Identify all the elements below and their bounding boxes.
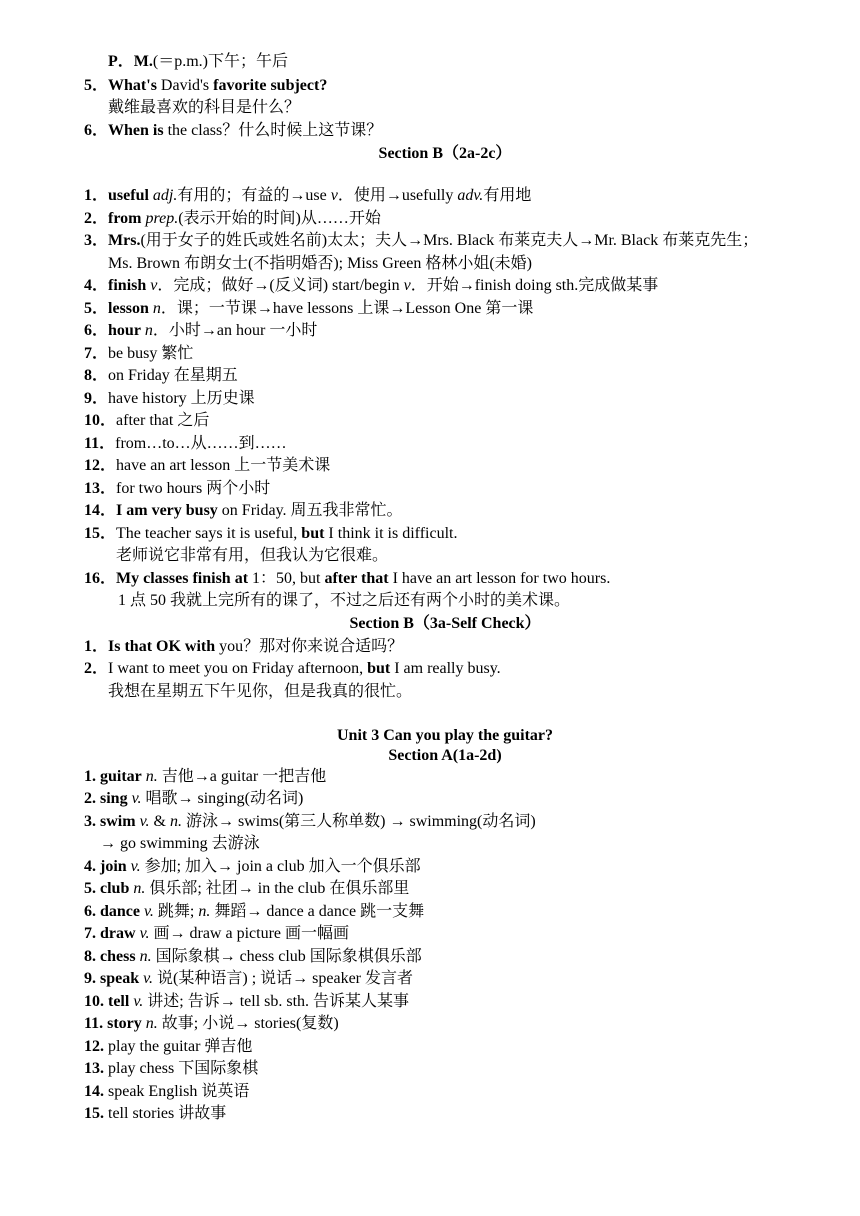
text-segment: hour [108,322,141,339]
text-segment: on Friday 在星期五 [108,367,238,384]
text-segment: the class？什么时候上这节课？ [163,122,383,139]
text-segment: n. [145,768,158,785]
text-segment: v. [139,925,150,942]
item-number: 3. [84,813,96,830]
line-b-16-translation [118,590,570,612]
line-b-12 [84,455,330,477]
text-segment: (＝p.m.)下午；午后 [152,53,288,70]
line-d-4 [84,856,421,878]
item-number: 16． [84,570,117,587]
text-segment: finish [108,277,147,294]
item-number: 5． [84,300,109,317]
line-c-2 [84,658,501,680]
item-number: 6． [84,122,109,139]
line-d-5 [84,878,409,900]
text-segment: 1：50, but [248,570,325,587]
text-segment: v [403,277,411,294]
text-segment: useful [108,187,149,204]
text-segment: 跳舞; [153,903,199,920]
text-segment: v. [131,790,142,807]
text-segment: I want to meet you on Friday afternoon, [108,660,368,677]
item-number: 9. [84,970,96,987]
text-segment: club [100,880,130,897]
item-number: 2． [84,210,109,227]
text-segment: 说(某种语言) ; 说话→ speaker 发言者 [153,970,414,987]
item-number: 7． [84,345,109,362]
line-c-2-translation [108,681,412,703]
text-segment: n. [133,880,146,897]
item-number: 12． [84,457,117,474]
item-number: 8． [84,367,109,384]
text-segment: for two hours 两个小时 [116,480,271,497]
text-segment: n [152,300,161,317]
line-d-13 [84,1058,258,1080]
line-b-10 [84,410,209,432]
text-segment: tell stories 讲故事 [104,1105,227,1122]
text-segment: (表示开始的时间)从……开始 [178,210,381,227]
item-number: 6． [84,322,109,339]
line-b-7 [84,343,193,365]
text-segment: but [301,525,325,542]
text-segment: 故事; 小说→ stories(复数) [157,1015,339,1032]
line-d-2 [84,788,303,810]
text-segment: → go swimming 去游泳 [100,835,260,852]
line-d-11 [84,1013,339,1035]
text-segment: from…to…从……到…… [115,435,287,452]
text-segment: dance [100,903,140,920]
text-segment: swim [100,813,136,830]
item-number: 8. [84,948,96,965]
item-number: 15. [84,1105,104,1122]
line-d-9 [84,968,413,990]
line-b-13 [84,478,270,500]
text-segment: n. [139,948,152,965]
text-segment: have an art lesson 上一节美术课 [116,457,331,474]
text-segment: speak [100,970,140,987]
text-segment: 唱歌→ singing(动名词) [141,790,304,807]
line-b-5 [84,298,533,320]
text-segment: guitar [100,768,142,785]
text-segment: sing [100,790,128,807]
item-number: 4. [84,858,96,875]
text-segment: 1 点 50 我就上完所有的课了，不过之后还有两个小时的美术课。 [118,592,571,609]
text-segment: ．小时→an hour 一小时 [152,322,318,339]
text-segment: play chess 下国际象棋 [104,1060,259,1077]
text-segment: on Friday. 周五我非常忙。 [217,502,403,519]
item-number: 7. [84,925,96,942]
item-number: 4． [84,277,109,294]
item-number: 9． [84,390,109,407]
line-b-3-cont [108,253,532,275]
text-segment: Ms. Brown 布朗女士(不指明婚否); Miss Green 格林小姐(未婚) [108,255,532,272]
line-d-1 [84,766,326,788]
text-segment: 戴维最喜欢的科目是什么？ [108,99,301,116]
line-b-15 [84,523,457,545]
text-segment: from [108,210,142,227]
line-u2a-5 [84,75,327,97]
text-segment: Section B（2a-2c） [378,145,512,162]
line-d-8 [84,946,422,968]
text-segment: v. [143,970,154,987]
text-segment: after that 之后 [116,412,210,429]
item-number: 14. [84,1083,104,1100]
line-d-12 [84,1036,252,1058]
item-number: 11． [84,435,116,452]
text-segment: Section B（3a-Self Check） [349,615,541,632]
text-segment: When is [108,122,164,139]
line-b-14 [84,500,403,522]
text-segment: I am very busy [116,502,218,519]
text-segment: lesson [108,300,149,317]
text-segment: 老师说它非常有用，但我认为它很难。 [116,547,389,564]
item-number: 10. [84,993,104,1010]
item-number: 1． [84,638,109,655]
text-segment: I think it is difficult. [324,525,458,542]
text-segment: play the guitar 弹吉他 [104,1038,253,1055]
text-segment: adj. [152,187,178,204]
text-segment: Unit 3 Can you play the guitar? [336,727,554,744]
line-d-6 [84,901,424,923]
text-segment: 有用地 [483,187,532,204]
text-segment: prep. [145,210,179,227]
line-b-1 [84,185,531,207]
line-pm [108,51,288,73]
line-d-14 [84,1081,249,1103]
line-d-10 [84,991,409,1013]
text-segment: Is that OK with [108,638,216,655]
item-number: 2． [84,660,109,677]
line-b-16 [84,568,610,590]
item-number: 15． [84,525,117,542]
text-segment: Section A(1a-2d) [388,747,502,764]
text-segment: ．使用→usefully [337,187,458,204]
text-segment: n. [198,903,211,920]
text-segment: v. [139,813,150,830]
line-b-6 [84,320,317,342]
section-heading-a-1a-2d [0,745,860,767]
line-b-15-translation [116,545,388,567]
text-segment: n. [169,813,182,830]
text-segment: adv. [457,187,484,204]
item-number: 12. [84,1038,104,1055]
text-segment: v. [144,903,154,920]
text-segment: be busy 繁忙 [108,345,194,362]
line-c-1 [84,636,403,658]
text-segment: What's [108,77,157,94]
line-u2a-6 [84,120,382,142]
text-segment: 有用的；有益的→use [177,187,331,204]
text-segment: but [367,660,391,677]
text-segment: 画→ draw a picture 画一幅画 [149,925,349,942]
text-segment: after that [324,570,389,587]
text-segment: (用于女子的姓氏或姓名前)太太；夫人→Mrs. Black 布莱克夫人→Mr. Black 布莱克先生； [140,232,759,249]
line-b-8 [84,365,238,387]
text-segment: The teacher says it is useful, [116,525,302,542]
line-b-2 [84,208,381,230]
text-segment: draw [100,925,136,942]
line-d-15 [84,1103,226,1125]
text-segment: 参加; 加入→ join a club 加入一个俱乐部 [140,858,421,875]
line-d-7 [84,923,349,945]
item-number: 13. [84,1060,104,1077]
text-segment: v. [133,993,144,1010]
text-segment: I have an art lesson for two hours. [388,570,611,587]
text-segment: 俱乐部; 社团→ in the club 在俱乐部里 [145,880,410,897]
line-b-9 [84,388,255,410]
text-segment: ．课；一节课→have lessons 上课→Lesson One 第一课 [160,300,534,317]
text-segment: ．完成；做好→(反义词) start/begin [157,277,404,294]
section-heading-b-3a-self-check [0,613,860,635]
text-segment: 我想在星期五下午见你，但是我真的很忙。 [108,683,413,700]
line-d-3-cont [100,833,260,855]
text-segment: P．M. [108,53,153,70]
text-segment: join [100,858,127,875]
text-segment: n. [145,1015,158,1032]
line-d-3 [84,811,536,833]
text-segment: tell [108,993,130,1010]
text-segment: n [144,322,153,339]
item-number: 1. [84,768,96,785]
line-b-11 [84,433,287,455]
text-segment: 讲述; 告诉→ tell sb. sth. 告诉某人某事 [143,993,410,1010]
text-segment: My classes finish at [116,570,249,587]
item-number: 6. [84,903,96,920]
text-segment: 国际象棋→ chess club 国际象棋俱乐部 [151,948,422,965]
text-segment: 吉他→a guitar 一把吉他 [157,768,327,785]
item-number: 13． [84,480,117,497]
text-segment: ．开始→finish doing sth.完成做某事 [410,277,659,294]
line-u2a-5-translation [108,97,300,119]
text-segment: v [150,277,158,294]
line-b-4 [84,275,658,297]
text-segment: David's [156,77,214,94]
text-segment: & [149,813,170,830]
unit-heading [0,725,860,747]
text-segment: I am really busy. [390,660,501,677]
item-number: 5. [84,880,96,897]
item-number: 5． [84,77,109,94]
text-segment: Mrs. [108,232,141,249]
text-segment: story [107,1015,142,1032]
text-segment: 游泳→ swims(第三人称单数) → swimming(动名词) [181,813,536,830]
text-segment: have history 上历史课 [108,390,255,407]
item-number: 2. [84,790,96,807]
text-segment: speak English 说英语 [104,1083,250,1100]
item-number: 14． [84,502,117,519]
text-segment: chess [100,948,136,965]
item-number: 1． [84,187,109,204]
text-segment: v. [130,858,141,875]
text-segment: 舞蹈→ dance a dance 跳一支舞 [210,903,425,920]
text-segment: v [330,187,338,204]
text-segment: you？那对你来说合适吗？ [215,638,404,655]
item-number: 10． [84,412,117,429]
section-heading-b-2a-2c [0,143,860,165]
item-number: 3． [84,232,109,249]
item-number: 11. [84,1015,104,1032]
text-segment: favorite subject? [213,77,328,94]
line-b-3 [84,230,758,252]
